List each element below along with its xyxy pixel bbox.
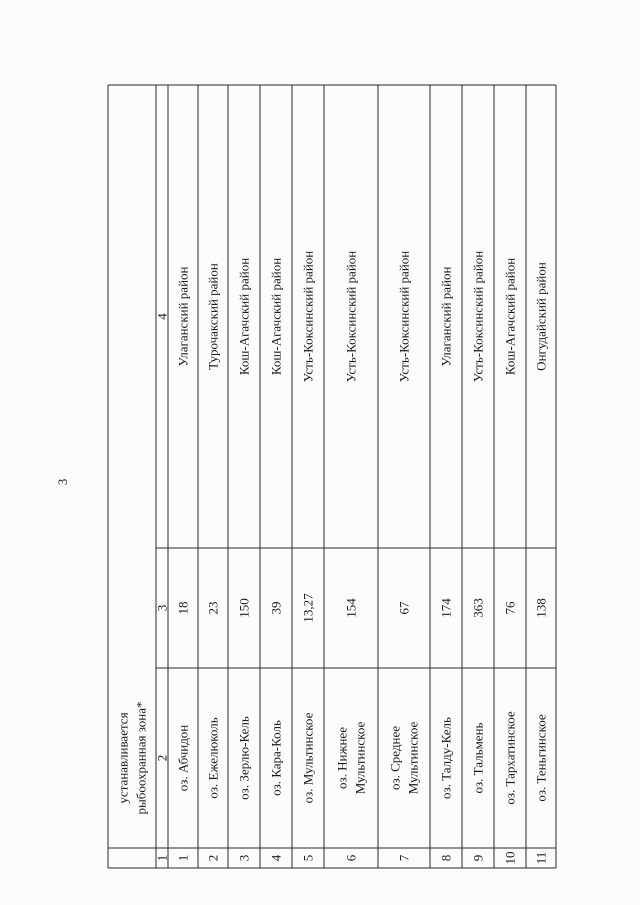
district-name: Усть-Коксинский район bbox=[396, 250, 412, 383]
lake-name: оз. Талду-Кель bbox=[438, 717, 454, 799]
lake-name: оз. Мультинское bbox=[300, 712, 316, 804]
district-name: Усть-Коксинский район bbox=[470, 250, 486, 383]
lake-name: оз. Тархатинское bbox=[502, 711, 518, 805]
lake-name-line2: Мультинское bbox=[405, 721, 421, 795]
row-number: 7 bbox=[396, 854, 412, 862]
zone-value: 154 bbox=[343, 598, 359, 618]
lake-name: оз. Тальмень bbox=[470, 722, 486, 794]
district-name: Усть-Коксинский район bbox=[300, 250, 316, 383]
zone-value: 363 bbox=[470, 598, 486, 618]
lake-name: оз. Ежелюколь bbox=[205, 717, 221, 799]
row-number: 8 bbox=[438, 854, 454, 862]
header-col-number-1: 1 bbox=[154, 854, 170, 862]
header-col-number-4: 4 bbox=[154, 313, 170, 320]
lake-name-line1: оз. Нижнее bbox=[334, 727, 350, 789]
zone-value: 23 bbox=[205, 601, 221, 615]
header-col2-title-line2: рыбоохранная зона* bbox=[133, 701, 149, 815]
zone-value: 150 bbox=[236, 598, 252, 618]
row-number: 11 bbox=[533, 851, 549, 865]
page-number: 3 bbox=[55, 478, 70, 486]
zone-value: 67 bbox=[396, 601, 412, 615]
district-name: Кош-Агачский район bbox=[236, 257, 252, 376]
row-number: 10 bbox=[502, 851, 518, 865]
row-number: 6 bbox=[343, 854, 359, 862]
row-number: 1 bbox=[175, 854, 191, 862]
district-name: Турочакский район bbox=[205, 263, 221, 370]
district-name: Онгудайский район bbox=[533, 262, 549, 371]
zone-value: 13,27 bbox=[300, 593, 316, 623]
zone-value: 138 bbox=[533, 598, 549, 618]
zone-value: 39 bbox=[268, 601, 284, 615]
table-cells bbox=[116, 251, 549, 865]
lake-name: оз. Зерлю-Кель bbox=[236, 716, 252, 800]
row-number: 5 bbox=[300, 854, 316, 862]
lake-name: оз. Теньгинское bbox=[533, 714, 549, 802]
district-name: Кош-Агачский район bbox=[502, 257, 518, 376]
row-number: 2 bbox=[205, 854, 221, 862]
lake-name: оз. Абчидон bbox=[175, 724, 191, 792]
zone-value: 76 bbox=[502, 601, 518, 615]
lake-name: оз. Кара-Коль bbox=[268, 720, 284, 796]
lake-name-line2: Мультинское bbox=[352, 721, 368, 795]
lake-name-line1: оз. Среднее bbox=[387, 725, 403, 791]
zone-value: 174 bbox=[438, 598, 454, 618]
row-number: 3 bbox=[236, 854, 252, 862]
district-name: Улаганский район bbox=[438, 266, 454, 367]
header-col2-title-line1: устанавливается bbox=[115, 712, 131, 804]
district-name: Усть-Коксинский район bbox=[343, 250, 359, 383]
header-col-number-3: 3 bbox=[154, 604, 170, 612]
district-name: Улаганский район bbox=[175, 266, 191, 367]
row-number: 9 bbox=[470, 854, 486, 862]
district-name: Кош-Агачский район bbox=[268, 257, 284, 376]
row-number: 4 bbox=[268, 854, 284, 862]
header-col-number-2: 2 bbox=[154, 754, 170, 762]
zone-value: 18 bbox=[175, 601, 191, 615]
